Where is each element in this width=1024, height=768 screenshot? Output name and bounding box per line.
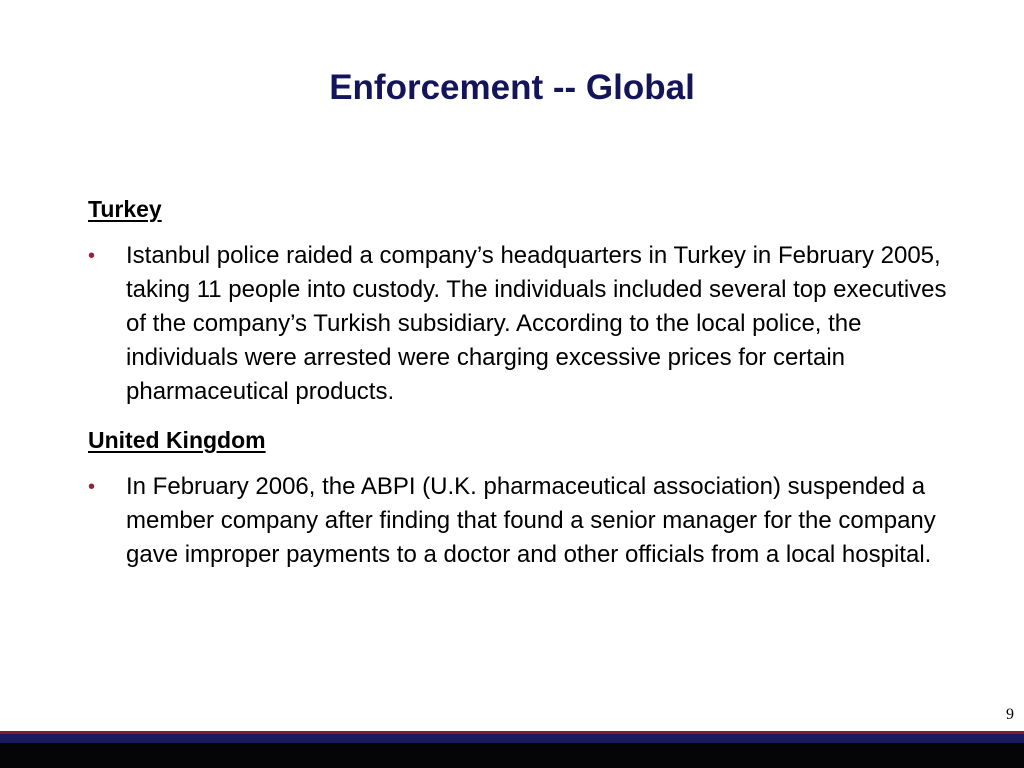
slide-content [88,194,948,572]
bullet-icon: • [88,245,96,267]
footer-bar [0,731,1024,768]
slide-title: Enforcement -- Global [329,68,695,107]
bullet-item-turkey [88,239,948,409]
bullet-text-turkey: Istanbul police raided a company’s headquarters in Turkey in February 2005, taking 11 people into custody. The individuals included several top executives of the company’s Turkish subsidiary. According to the local police, the individuals were arrested were charging excessive prices for certain pharmaceutical products. [126,242,947,405]
section-heading-united-kingdom: United Kingdom [88,427,266,453]
bullet-text-united-kingdom: In February 2006, the ABPI (U.K. pharmaceutical association) suspended a member company after finding that found a senior manager for the company gave improper payments to a doctor and other officials from a local hospital. [126,473,936,568]
bullet-icon: • [88,476,96,498]
bullet-item-united-kingdom [88,470,948,572]
section-heading-turkey: Turkey [88,196,162,222]
page-number: 9 [1006,706,1014,723]
footer-navy-stripe [0,734,1024,743]
footer-black-band [0,743,1024,768]
